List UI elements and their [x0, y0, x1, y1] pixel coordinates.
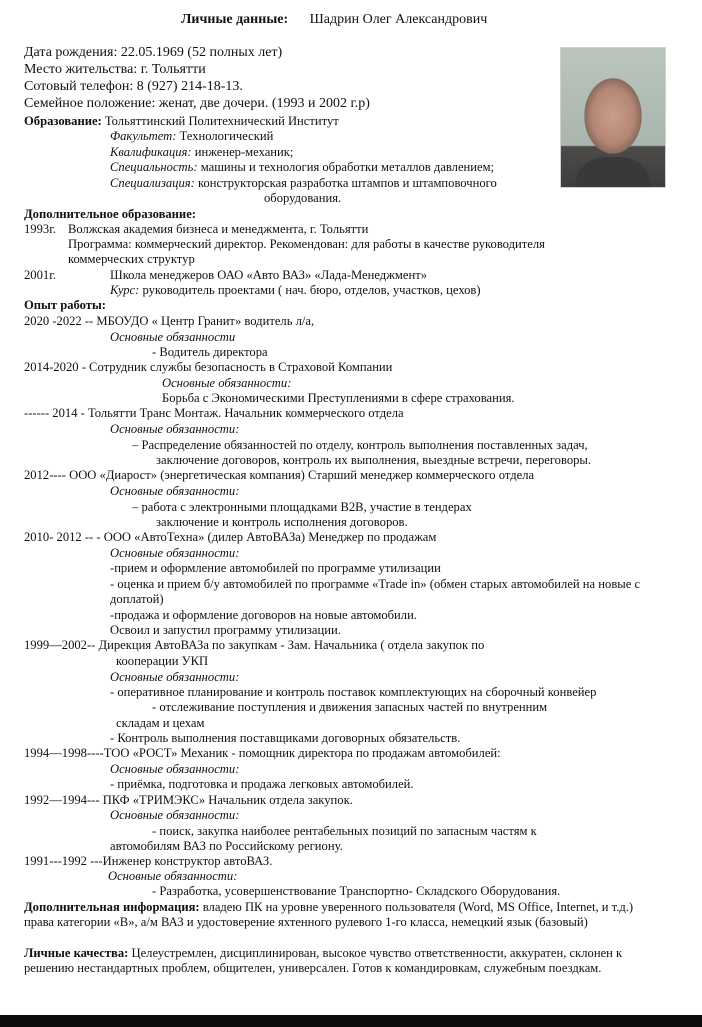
job-7-duty: - приёмка, подготовка и продажа легковых автомобилей.: [110, 777, 414, 791]
job-1: 2020 -2022 -- МБОУДО « Центр Гранит» водитель л/а,: [24, 314, 315, 328]
job-2-duty: Борьба с Экономическими Преступлениями в сфере страхования.: [162, 391, 515, 405]
qualities-text: Целеустремлен, дисциплинирован, высокое чувство ответственности, аккуратен, склонен к: [131, 946, 623, 960]
add-edu-year-2: 2001г.: [24, 268, 57, 282]
job-7: 1994—1998----ТОО «РОСТ» Механик - помощник директора по продажам автомобилей:: [24, 746, 501, 760]
personal-qualities: [24, 946, 688, 962]
faculty-line: [110, 129, 273, 145]
job-2-duties-label: Основные обязанности:: [162, 376, 292, 390]
specialization-cont: оборудования.: [264, 191, 342, 205]
additional-label: Дополнительная информация:: [24, 900, 200, 914]
qualification-value: инженер-механик;: [194, 145, 294, 159]
job-4-duties-label: Основные обязанности:: [110, 484, 240, 498]
document-title: [181, 12, 487, 28]
job-5-duty-2-cont: доплатой): [110, 592, 164, 606]
job-6-duty-2-cont: складам и цехам: [116, 716, 205, 730]
job-9: 1991---1992 ---Инженер конструктор автоВАЗ.: [24, 854, 273, 868]
birth-date: Дата рождения: 22.05.1969 (52 полных лет): [24, 45, 283, 60]
job-1-duty: - Водитель директора: [152, 345, 268, 359]
job-3: ------ 2014 - Тольятти Транс Монтаж. Начальник коммерческого отдела: [24, 406, 404, 420]
job-8-duty-2: автомобилям ВАЗ по Российскому региону.: [110, 839, 343, 853]
specialization-value: конструкторская разработка штампов и штамповочного: [197, 176, 497, 190]
add-edu-title-2: Школа менеджеров ОАО «Авто ВАЗ» «Лада-Менеджмент»: [110, 268, 428, 282]
job-6-duties-label: Основные обязанности:: [110, 670, 240, 684]
education-label: Образование:: [24, 114, 102, 128]
residence: Место жительства: г. Тольятти: [24, 62, 206, 77]
add-edu-course-line: [110, 283, 481, 299]
faculty-label: Факультет:: [110, 129, 177, 143]
speciality-value: машины и технология обработки металлов давлением;: [200, 160, 495, 174]
specialization-line: [110, 176, 497, 192]
add-edu-title-1: Волжская академия бизнеса и менеджмента, г. Тольятти: [68, 222, 369, 236]
family-status: Семейное положение: женат, две дочери. (1993 и 2002 г.р): [24, 96, 370, 111]
speciality-line: [110, 160, 494, 176]
job-2: 2014-2020 - Сотрудник службы безопасность в Страховой Компании: [24, 360, 393, 374]
portrait-photo: [560, 47, 666, 188]
photo-shirt: [575, 157, 651, 187]
education-line: [24, 114, 339, 130]
job-8-duty-1: - поиск, закупка наиболее рентабельных позиций по запасным частям к: [152, 824, 537, 838]
course-label: Курс:: [110, 283, 140, 297]
job-6-cont: кооперации УКП: [116, 654, 209, 668]
add-edu-program: Программа: коммерческий директор. Рекомендован: для работы в качестве руководителя: [68, 237, 545, 251]
job-6-duty-2: - отслеживание поступления и движения запасных частей по внутренним: [152, 700, 548, 714]
job-5: 2010- 2012 -- - ООО «АвтоТехна» (дилер АвтоВАЗа) Менеджер по продажам: [24, 530, 437, 544]
job-8: 1992—1994--- ПКФ «ТРИМЭКС» Начальник отдела закупок.: [24, 793, 353, 807]
job-4-duty-2: заключение и контроль исполнения договоров.: [156, 515, 408, 529]
job-5-duties-label: Основные обязанности:: [110, 546, 240, 560]
faculty-value: Технологический: [179, 129, 274, 143]
job-3-duty-2: заключение договоров, контроль их выполнения, выездные встречи, переговоры.: [156, 453, 592, 467]
course-value: руководитель проектами ( нач. бюро, отделов, участков, цехов): [142, 283, 481, 297]
job-4: 2012---- ООО «Диарост» (энергетическая компания) Старший менеджер коммерческого отдела: [24, 468, 535, 482]
job-6-duty-3: - Контроль выполнения поставщиками договорных обязательств.: [110, 731, 461, 745]
job-1-duties-label: Основные обязанности: [110, 330, 236, 344]
job-8-duties-label: Основные обязанности:: [110, 808, 240, 822]
job-4-duty-1: – работа с электронными площадками B2B, участие в тендерах: [132, 500, 472, 514]
additional-info-cont: права категории «В», а/м ВАЗ и удостоверение яхтенного рулевого 1-го класса, немецкий язык (базовый): [24, 915, 588, 929]
job-5-duty-1: -прием и оформление автомобилей по программе утилизации: [110, 561, 441, 575]
job-5-duty-4: Освоил и запустил программу утилизации.: [110, 623, 341, 637]
job-9-duties-label: Основные обязанности:: [108, 869, 238, 883]
bottom-bar: [0, 1015, 702, 1027]
personal-qualities-cont: решению нестандартных проблем, общителен, универсален. Готов к командировкам, служебным поездкам.: [24, 961, 602, 975]
experience-label: Опыт работы:: [24, 298, 106, 312]
qualities-label: Личные качества:: [24, 946, 129, 960]
add-edu-program-cont: коммерческих структур: [68, 252, 195, 266]
title-label: Личные данные:: [181, 12, 289, 27]
job-3-duty-1: – Распределение обязанностей по отделу, контроль выполнения поставленных задач,: [132, 438, 588, 452]
job-3-duties-label: Основные обязанности:: [110, 422, 240, 436]
qualification-label: Квалификация:: [110, 145, 192, 159]
qualification-line: [110, 145, 293, 161]
phone: Сотовый телефон: 8 (927) 214-18-13.: [24, 79, 243, 94]
job-9-duty: - Разработка, усовершенствование Транспортно- Складского Оборудования.: [152, 884, 561, 898]
additional-text: владею ПК на уровне уверенного пользователя (Word, MS Office, Internet, и т.д.): [202, 900, 634, 914]
job-6: 1999—2002-- Дирекция АвтоВАЗа по закупкам - Зам. Начальника ( отдела закупок по: [24, 638, 485, 652]
person-name: Шадрин Олег Александрович: [309, 12, 488, 27]
job-7-duties-label: Основные обязанности:: [110, 762, 240, 776]
speciality-label: Специальность:: [110, 160, 198, 174]
job-6-duty-1: - оперативное планирование и контроль поставок комплектующих на сборочный конвейер: [110, 685, 597, 699]
add-education-label: Дополнительное образование:: [24, 207, 196, 221]
institute: Тольяттинский Политехнический Институт: [104, 114, 339, 128]
specialization-label: Специализация:: [110, 176, 195, 190]
additional-info: [24, 900, 688, 916]
add-edu-year-1: 1993г.: [24, 222, 57, 236]
job-5-duty-2: - оценка и прием б/у автомобилей по программе «Trade in» (обмен старых автомобилей на новые с: [110, 577, 641, 591]
job-5-duty-3: -продажа и оформление договоров на новые автомобили.: [110, 608, 417, 622]
